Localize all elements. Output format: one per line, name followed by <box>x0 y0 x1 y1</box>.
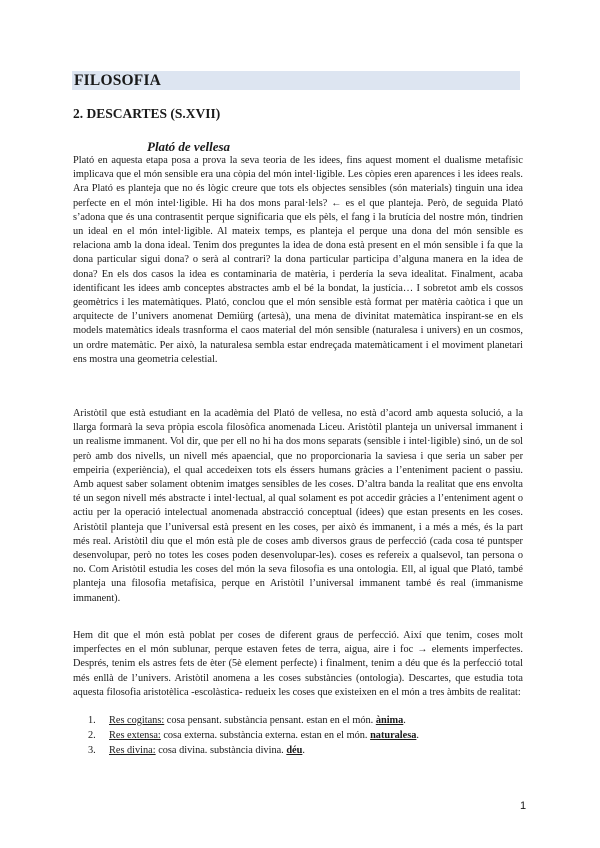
subheading: Plató de vellesa <box>147 139 231 154</box>
list-item <box>88 713 419 728</box>
list-end: . <box>403 715 406 726</box>
list-term: Res cogitans: <box>109 715 165 726</box>
list-description: cosa externa. substància externa. estan en el món. <box>160 730 368 741</box>
list-number: 1. <box>88 715 96 726</box>
list-description: cosa pensant. substància pensant. estan en el món. <box>164 715 374 726</box>
list-keyword: déu <box>286 745 303 756</box>
list-term: Res divina: <box>109 745 156 756</box>
section-heading: 2. DESCARTES (S.XVII) <box>73 106 221 121</box>
page-title: FILOSOFIA <box>72 71 520 90</box>
list-keyword: naturalesa <box>370 730 417 741</box>
page-number: 1 <box>520 800 527 812</box>
paragraph-plato: Plató en aquesta etapa posa a prova la seva teoria de les idees, fins aquest moment el dualisme metafísic implicava que el món sensible era una còpia del món intel·ligible. Les còpies eren aparences i les idees reals. Ara Plató es planteja que no és lògic creure que tots els objectes sensibles (són materials) tinguin una idea perfecte en el món intel·ligible. Hi ha dos mons paral·lels? ← es el que planteja. Però, de seguida Plató s’adona que és una contrasentit perque significaria que els pèls, el fang i la brutícia del nostre món, tindrien un ideal en el món intel·ligible. Al mateix temps, es planteja el perque una dona del món sensible es relaciona amb la dona ideal. Tenim dos preguntes la idea de dona està present en el món sensible i fa que la dona particular sigui dona? o serà al contrari? la dona particular participa d’alguna manera en la idea de dona? En els dos casos la idea es contaminaria de matèria, i perdería la seva idealitat. Finalment, acaba identificant les idees amb conceptes abstractes amb el bé la bondat, la justícia… I sobretot amb els cossos geomètrics i les matemàtiques. Plató, conclou que el món sensible està format per matèria caòtica i que un arquitecte de l’univers anomenat Demiürg (artesà), una mena de divinitat matemàtica inspirant-se en els models matemàtics ideals trasnforma el caos material del món sensible (naturalesa i univers) en un cosmos, un ordre matemàtic. Per això, la naturalesa sembla estar endreçada matemàticament i el moviment planetari ens mostra una geometria celestial. <box>73 155 523 365</box>
list-description: cosa divina. substància divina. <box>155 745 284 756</box>
list-item <box>88 728 419 743</box>
paragraph-aristotil: Aristòtil que està estudiant en la acadèmia del Plató de vellesa, no està d’acord amb aquesta solució, a la llarga formarà la seva pròpia escola filosòfica anomenada Liceu. Aristòtil planteja un universal immanent i un realisme immanent. Vol dir, que per ell no hi ha dos mons separats (sensible i intel·ligible) sinó, un de sol però amb dos nivells, un nivell més apaencial, que no proporcionaria la saviesa i que seria un saber per empeiria (experiència), el qual accedeixen tots els éssers humans gràcies a l’enteniment pacient o passiu. Amb aquest saber solament obtenim imatges sensibles de les coses. D’altra banda la realitat que ens envolta té un segon nivell més abstracte i intel·lectual, al qual solament es pot accedir gràcies a l’enteniment agent o actiu per la operació intelectual anomenada abstracció conceptual (idees) que estan presents en les coses. Aristòtil planteja que l’universal està present en les coses, per això és immanent, i a més a més, és la part més real. Aristòtil diu que el món està ple de coses amb diversos graus de perfecció (cada cosa té puntsper desenvolupar, però no totes les coses poden desenvolupar-les). coses es refereix a qualsevol, tan persona o no. Com Aristòtil estudia les coses del món la seva filosofia es una ontologia. Ell, al igual que Plató, també planteja una filosofia metafísica, perque en Aristòtil l’universal immanent també és real (immanisme immanent). <box>73 408 523 604</box>
list-keyword: ànima <box>375 715 404 726</box>
list-number: 3. <box>88 745 96 756</box>
realms-list <box>88 713 419 758</box>
list-end: . <box>302 745 305 756</box>
paragraph-descartes: Hem dit que el món està poblat per coses de diferent graus de perfecció. Així que tenim, coses molt imperfectes en el món sublunar, perque estaven fetes de terra, aigua, aire i foc → elements imperfectes. Després, tenim els astres fets de èter (5è element perfecte) i finalment, tenim a déu que és la perfecció total més enllà de l’univers. Aristòtil anomena a les coses substàncies (ontologia). Descartes, que estudia tota aquesta filosofia aristotèlica -escolàstica- redueix les coses que existeixen en el món a tres àmbits de realitat: <box>73 630 523 698</box>
list-item <box>88 743 419 758</box>
list-term: Res extensa: <box>109 730 161 741</box>
list-end: . <box>416 730 419 741</box>
list-number: 2. <box>88 730 96 741</box>
